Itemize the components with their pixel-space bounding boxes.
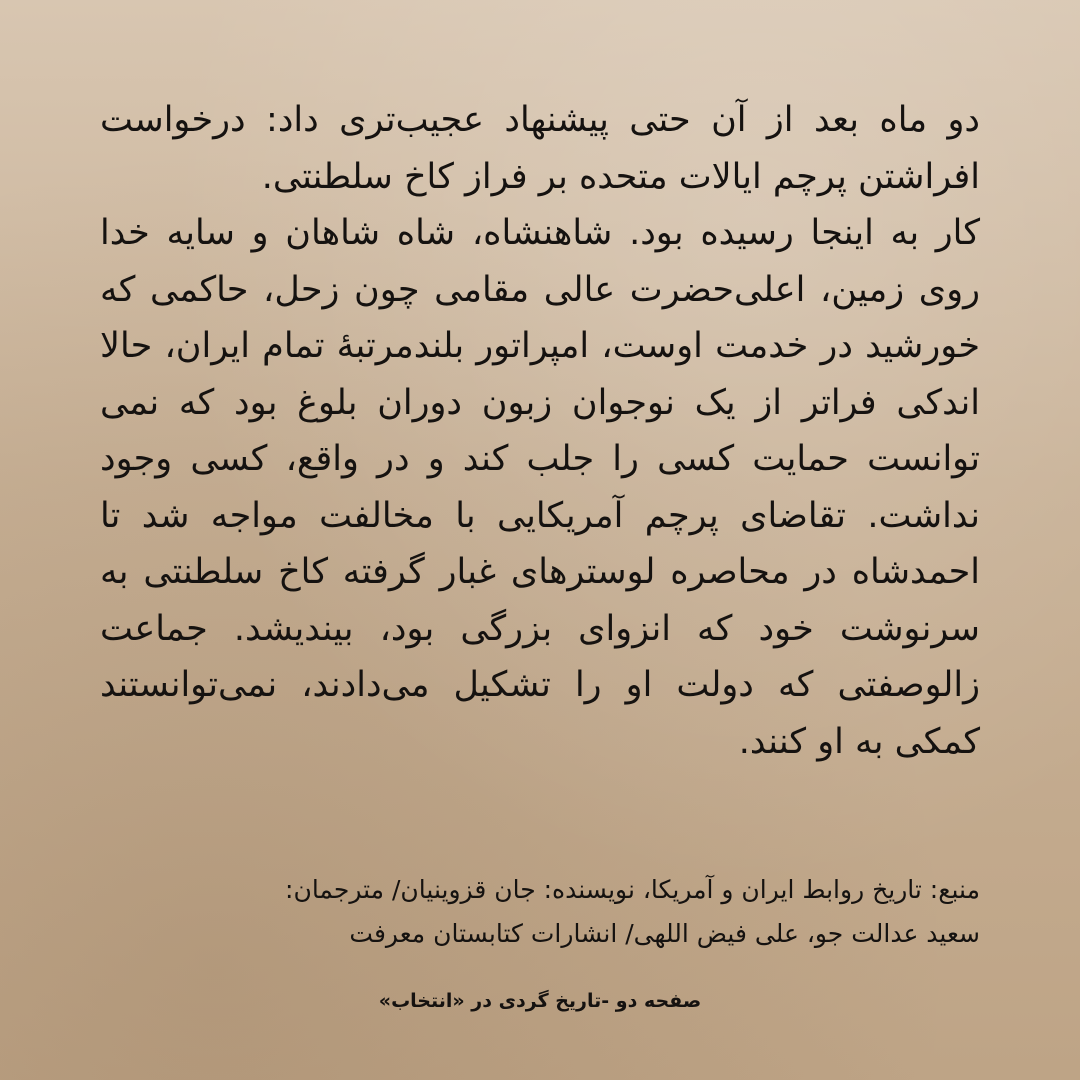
source-line-2: سعید عدالت جو، علی فیض اللهی/ انشارات کتابستان معرفت [349,919,980,948]
source-citation [100,868,980,956]
source-line-1: منبع: تاریخ روابط ایران و آمریکا، نویسنده: جان قزوینیان/ مترجمان: [285,875,980,904]
article-paragraph-1: دو ماه بعد از آن حتی پیشنهاد عجیب‌تری داد: درخواست افراشتن پرچم ایالات متحده بر فراز کاخ سلطنتی. [100,100,980,197]
article-body [100,92,980,770]
article-paragraph-2: کار به اینجا رسیده بود. شاهنشاه، شاه شاهان و سایه خدا روی زمین، اعلی‌حضرت عالی مقامی چون زحل، حاکمی که خورشید در خدمت اوست، امپراتور بلندمرتبهٔ تمام ایران، حالا اندکی فراتر از یک نوجوان زبون دوران بلوغ بود که نمی توانست حمایت کسی را جلب کند و در واقع، کسی وجود نداشت. تقاضای پرچم آمریکایی با مخالفت مواجه شد تا احمدشاه در محاصره لوسترهای غبار گرفته کاخ سلطنتی به سرنوشت خود که انزوای بزرگی بود، بیندیشد. جماعت زالوصفتی که دولت او را تشکیل می‌دادند، نمی‌توانستند کمکی به او کنند. [100,213,980,762]
page-footer: صفحه دو -تاریخ گردی در «انتخاب» [378,990,702,1012]
